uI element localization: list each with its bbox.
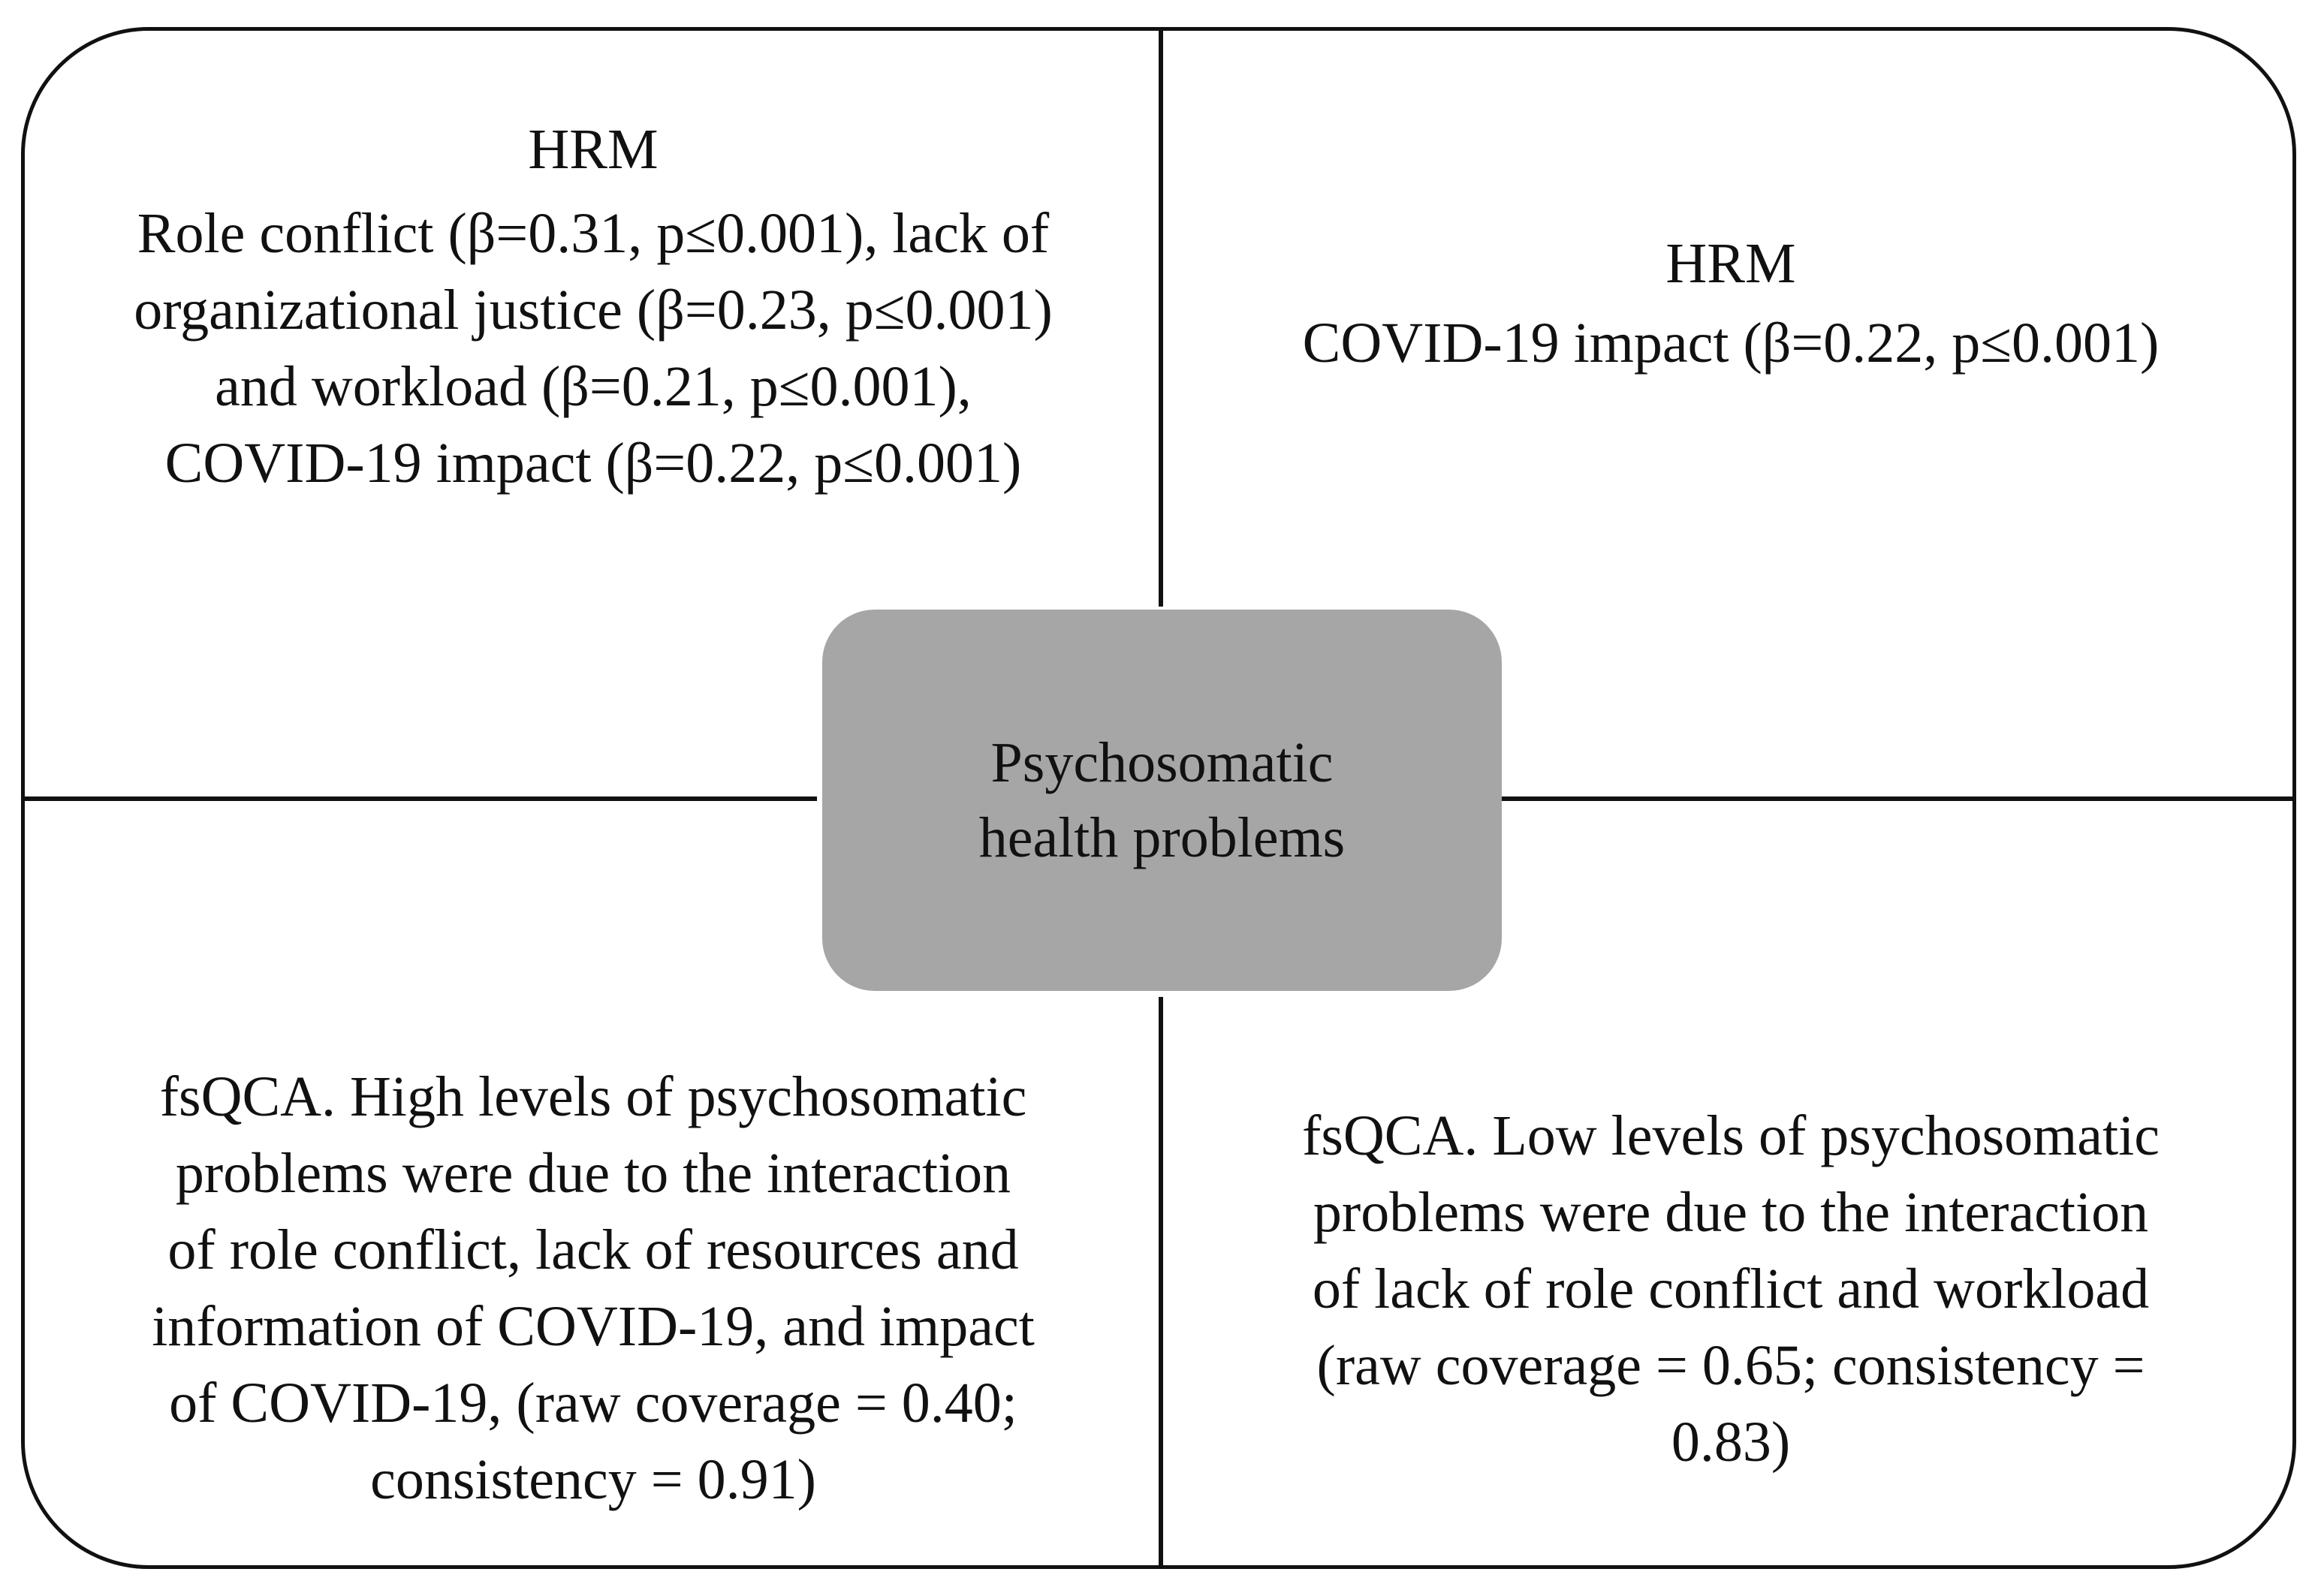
quadrant-bottom-left-line-2: problems were due to the interaction (175, 1142, 1011, 1205)
quadrant-top-right-line-1: COVID-19 impact (β=0.22, p≤0.001) (1302, 312, 2160, 375)
quadrant-bottom-right-line-1: fsQCA. Low levels of psychosomatic (1302, 1104, 2160, 1167)
quadrant-top-left-line-1: Role conflict (β=0.31, p≤0.001), lack of (137, 202, 1050, 265)
quadrant-bottom-left (30, 1058, 1156, 1518)
quadrant-bottom-left-line-5: of COVID-19, (raw coverage = 0.40; (169, 1372, 1017, 1435)
quadrant-top-right-heading: HRM (1665, 232, 1796, 295)
quadrant-bottom-right-line-2: problems were due to the interaction (1313, 1181, 2149, 1244)
quadrant-top-left-line-3: and workload (β=0.21, p≤0.001), (215, 355, 972, 418)
quadrant-top-left (30, 111, 1156, 501)
quadrant-bottom-left-line-6: consistency = 0.91) (370, 1448, 816, 1511)
divider-horizontal-left (21, 796, 817, 801)
quadrant-top-left-line-4: COVID-19 impact (β=0.22, p≤0.001) (164, 432, 1022, 495)
divider-horizontal-right (1502, 796, 2296, 801)
quadrant-bottom-right-line-3: of lack of role conflict and workload (1312, 1257, 2150, 1320)
center-node-line-1: Psychosomatic (990, 731, 1334, 794)
quadrant-bottom-right (1168, 1098, 2294, 1480)
divider-vertical-top (1159, 27, 1163, 607)
divider-vertical-bottom (1159, 997, 1163, 1569)
quadrant-bottom-left-line-3: of role conflict, lack of resources and (167, 1218, 1019, 1281)
quadrant-bottom-left-line-1: fsQCA. High levels of psychosomatic (159, 1065, 1027, 1128)
center-node-psychosomatic-health-problems (822, 610, 1502, 991)
center-node-line-2: health problems (978, 806, 1346, 869)
quadrant-top-left-heading: HRM (528, 118, 659, 181)
quadrant-bottom-right-line-5: 0.83) (1671, 1411, 1791, 1474)
quadrant-bottom-left-line-4: information of COVID-19, and impact (152, 1295, 1035, 1358)
quadrant-bottom-right-line-4: (raw coverage = 0.65; consistency = (1316, 1334, 2145, 1397)
quadrant-top-left-line-2: organizational justice (β=0.23, p≤0.001) (134, 279, 1053, 342)
quadrant-top-right (1168, 225, 2294, 381)
